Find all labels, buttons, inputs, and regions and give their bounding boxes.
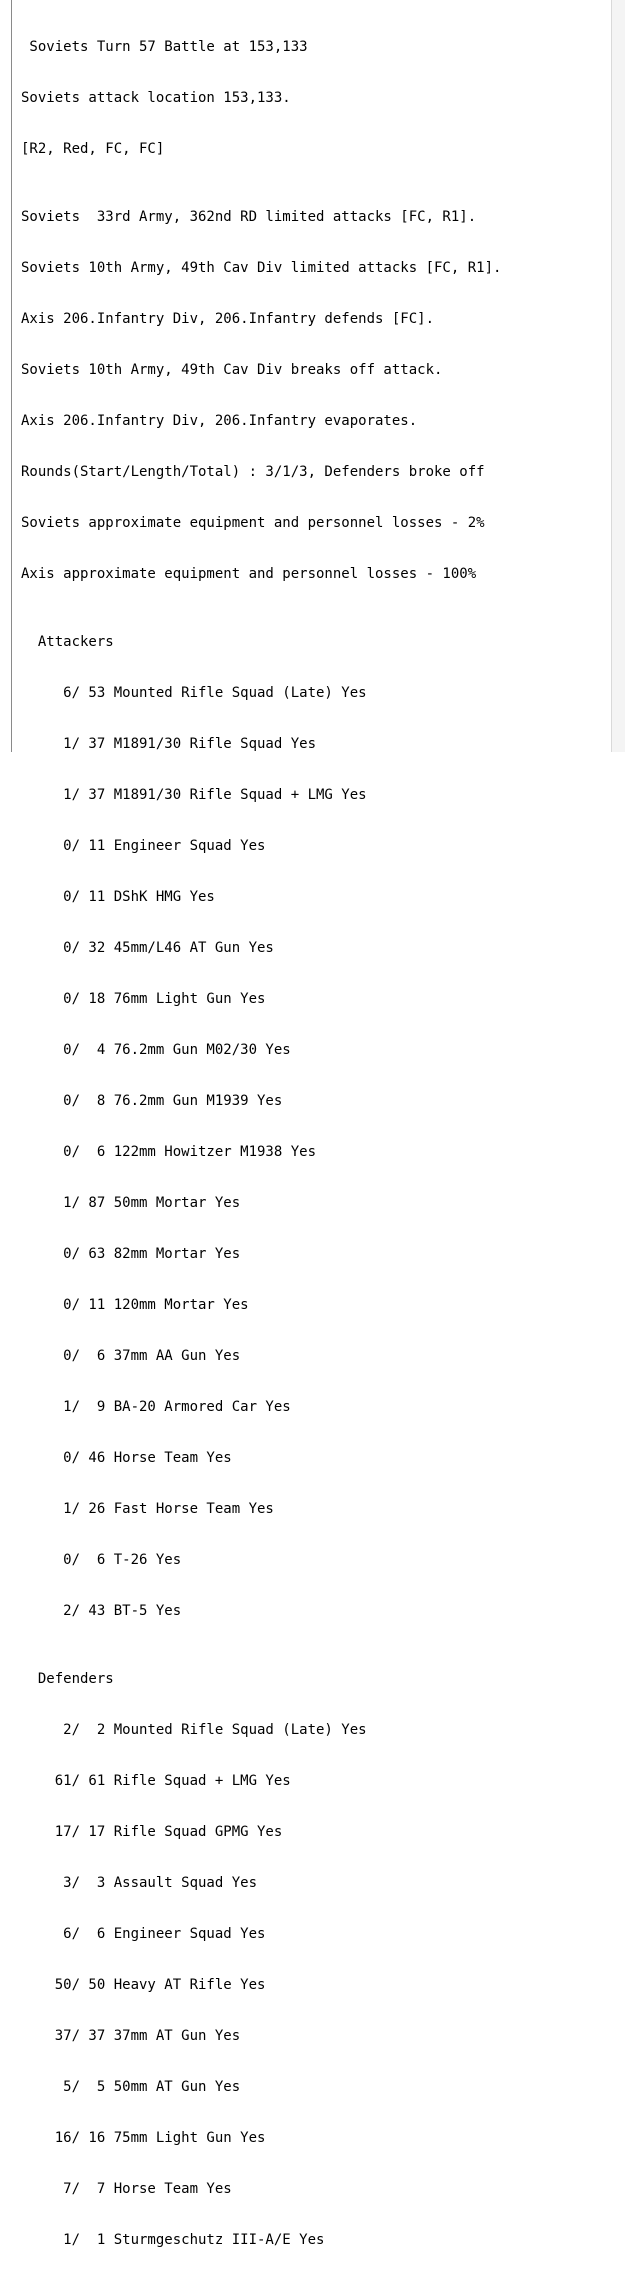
defenders-heading: Defenders bbox=[21, 1671, 114, 1687]
attacker-unit-row: 6/ 53 Mounted Rifle Squad (Late) Yes bbox=[21, 685, 367, 701]
event-line: Axis 206.Infantry Div, 206.Infantry evaporates. bbox=[21, 413, 418, 429]
attacker-unit-row: 1/ 37 M1891/30 Rifle Squad Yes bbox=[21, 736, 317, 752]
attacker-unit-row: 0/ 11 Engineer Squad Yes bbox=[21, 838, 266, 854]
defender-unit-row: 37/ 37 37mm AT Gun Yes bbox=[21, 2028, 241, 2044]
attacker-unit-row: 0/ 6 T-26 Yes bbox=[21, 1552, 182, 1568]
attacker-unit-row: 1/ 37 M1891/30 Rifle Squad + LMG Yes bbox=[21, 787, 367, 803]
attacker-unit-row: 0/ 4 76.2mm Gun M02/30 Yes bbox=[21, 1042, 291, 1058]
attacker-unit-row: 1/ 26 Fast Horse Team Yes bbox=[21, 1501, 274, 1517]
defender-unit-row: 7/ 7 Horse Team Yes bbox=[21, 2181, 232, 2197]
attacker-unit-row: 0/ 6 122mm Howitzer M1938 Yes bbox=[21, 1144, 317, 1160]
attacker-unit-row: 0/ 11 DShK HMG Yes bbox=[21, 889, 215, 905]
attacker-unit-row: 0/ 8 76.2mm Gun M1939 Yes bbox=[21, 1093, 283, 1109]
defender-unit-row: 5/ 5 50mm AT Gun Yes bbox=[21, 2079, 241, 2095]
defender-unit-row: 2/ 2 Mounted Rifle Squad (Late) Yes bbox=[21, 1722, 367, 1738]
defender-unit-row: 6/ 6 Engineer Squad Yes bbox=[21, 1926, 266, 1942]
right-margin-rule bbox=[611, 0, 612, 752]
event-line: Soviets 10th Army, 49th Cav Div breaks off attack. bbox=[21, 362, 443, 378]
event-line: Soviets 33rd Army, 362nd RD limited attacks [FC, R1]. bbox=[21, 209, 477, 225]
event-line: Axis 206.Infantry Div, 206.Infantry defends [FC]. bbox=[21, 311, 435, 327]
battle-log-text[interactable] bbox=[21, 5, 609, 2283]
battle-title-line: Soviets Turn 57 Battle at 153,133 bbox=[21, 39, 308, 55]
soviet-losses-line: Soviets approximate equipment and personnel losses - 2% bbox=[21, 515, 485, 531]
right-margin-area bbox=[612, 0, 625, 752]
defender-unit-row: 1/ 1 Sturmgeschutz III-A/E Yes bbox=[21, 2232, 325, 2248]
battle-codes-line: [R2, Red, FC, FC] bbox=[21, 141, 165, 157]
event-line: Soviets 10th Army, 49th Cav Div limited attacks [FC, R1]. bbox=[21, 260, 502, 276]
attacker-unit-row: 0/ 11 120mm Mortar Yes bbox=[21, 1297, 249, 1313]
attacker-unit-row: 1/ 9 BA-20 Armored Car Yes bbox=[21, 1399, 291, 1415]
attacker-unit-row: 0/ 18 76mm Light Gun Yes bbox=[21, 991, 266, 1007]
attacker-unit-row: 1/ 87 50mm Mortar Yes bbox=[21, 1195, 241, 1211]
defender-unit-row: 50/ 50 Heavy AT Rifle Yes bbox=[21, 1977, 266, 1993]
attacker-unit-row: 2/ 43 BT-5 Yes bbox=[21, 1603, 182, 1619]
rounds-line: Rounds(Start/Length/Total) : 3/1/3, Defenders broke off bbox=[21, 464, 485, 480]
defender-unit-row: 3/ 3 Assault Squad Yes bbox=[21, 1875, 258, 1891]
attackers-heading: Attackers bbox=[21, 634, 114, 650]
attack-location-line: Soviets attack location 153,133. bbox=[21, 90, 291, 106]
attacker-unit-row: 0/ 46 Horse Team Yes bbox=[21, 1450, 232, 1466]
axis-losses-line: Axis approximate equipment and personnel losses - 100% bbox=[21, 566, 477, 582]
defender-unit-row: 61/ 61 Rifle Squad + LMG Yes bbox=[21, 1773, 291, 1789]
left-margin-rule bbox=[11, 0, 12, 752]
attacker-unit-row: 0/ 6 37mm AA Gun Yes bbox=[21, 1348, 241, 1364]
defender-unit-row: 16/ 16 75mm Light Gun Yes bbox=[21, 2130, 266, 2146]
attacker-unit-row: 0/ 32 45mm/L46 AT Gun Yes bbox=[21, 940, 274, 956]
defender-unit-row: 17/ 17 Rifle Squad GPMG Yes bbox=[21, 1824, 283, 1840]
attacker-unit-row: 0/ 63 82mm Mortar Yes bbox=[21, 1246, 241, 1262]
